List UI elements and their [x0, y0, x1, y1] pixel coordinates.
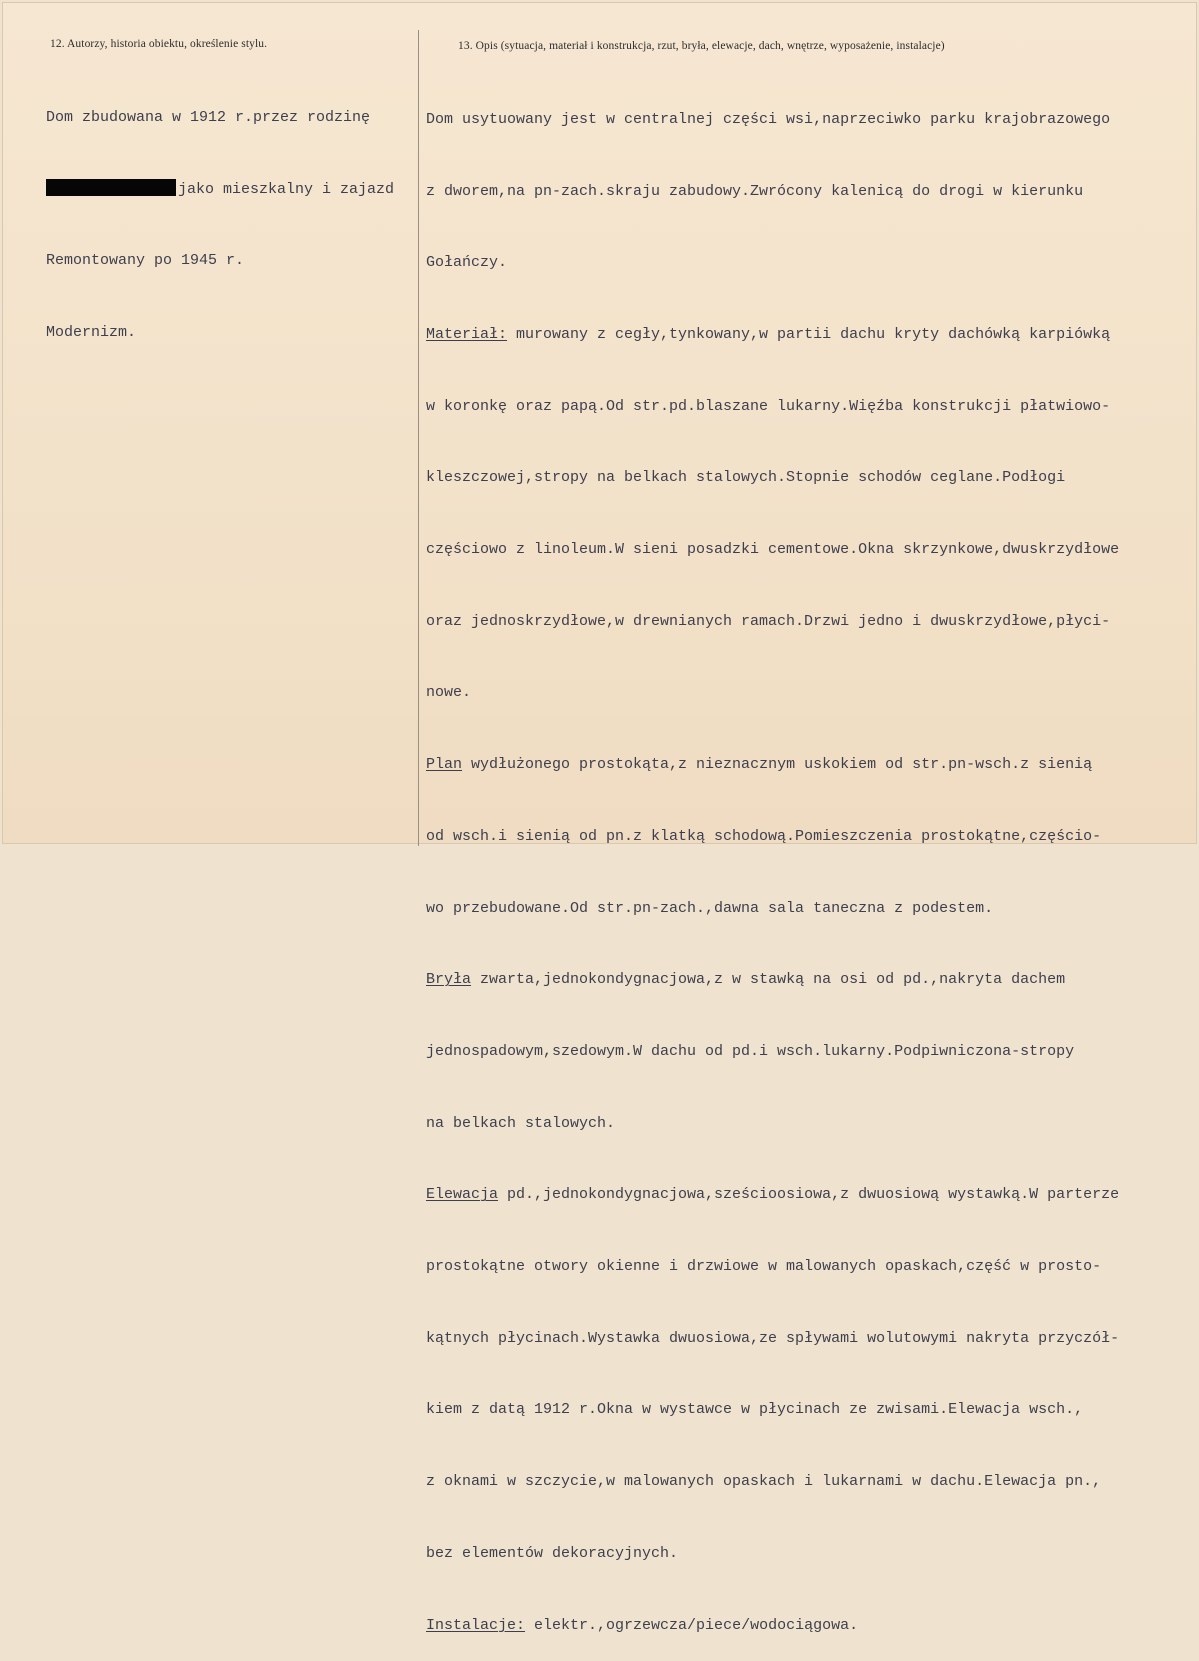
material-label: Materiał:: [426, 325, 508, 343]
description-text: [426, 60, 1119, 1661]
elevation-label: Elewacja: [426, 1186, 499, 1204]
description-line: [426, 1614, 1119, 1638]
plan-label: Plan: [426, 756, 463, 774]
description-line: jednospadowym,szedowym.W dachu od pd.i wsch.lukarny.Podpiwniczona-stropy: [426, 1042, 1075, 1060]
description-line: kiem z datą 1912 r.Okna w wystawce w płycinach ze zwisami.Elewacja wsch.,: [426, 1401, 1084, 1419]
description-line: Dom usytuowany jest w centralnej części wsi,naprzeciwko parku krajobrazowego: [426, 110, 1111, 128]
history-line-2: [46, 178, 394, 202]
history-line-3: Remontowany po 1945 r.: [46, 252, 245, 270]
description-line: kątnych płycinach.Wystawka dwuosiowa,ze spływami wolutowymi nakryta przyczół-: [426, 1329, 1120, 1347]
description-line: oraz jednoskrzydłowe,w drewnianych ramach.Drzwi jedno i dwuskrzydłowe,płyci-: [426, 612, 1111, 630]
description-line: z oknami w szczycie,w malowanych opaskach i lukarnami w dachu.Elewacja pn.,: [426, 1473, 1102, 1491]
description-line: wo przebudowane.Od str.pn-zach.,dawna sala taneczna z podestem.: [426, 899, 994, 917]
installations-text: elektr.,ogrzewcza/piece/wodociągowa.: [525, 1616, 859, 1634]
column-divider: [418, 30, 419, 846]
description-line: od wsch.i sienią od pn.z klatką schodową.Pomieszczenia prostokątne,częścio-: [426, 827, 1102, 845]
plan-text: wydłużonego prostokąta,z nieznacznym uskokiem od str.pn-wsch.z sienią: [462, 756, 1093, 774]
installations-label: Instalacje:: [426, 1616, 526, 1634]
description-line: [426, 968, 1119, 992]
description-line: na belkach stalowych.: [426, 1114, 616, 1132]
section-13-heading: 13. Opis (sytuacja, materiał i konstrukcja, rzut, bryła, elewacje, dach, wnętrze, wyposażenie, instalacje): [458, 40, 945, 52]
description-line: kleszczowej,stropy na belkach stalowych.Stopnie schodów ceglane.Podłogi: [426, 469, 1066, 487]
history-line-4: Modernizm.: [46, 323, 137, 341]
description-line: [426, 323, 1119, 347]
redaction-bar: [46, 179, 176, 196]
section-12-heading: 12. Autorzy, historia obiektu, określenie stylu.: [50, 38, 268, 50]
description-line: [426, 753, 1119, 777]
elevation-text: pd.,jednokondygnacjowa,sześcioosiowa,z dwuosiową wystawką.W parterze: [498, 1186, 1120, 1204]
description-line: częściowo z linoleum.W sieni posadzki cementowe.Okna skrzynkowe,dwuskrzydłowe: [426, 541, 1120, 559]
massing-text: zwarta,jednokondygnacjowa,z w stawką na osi od pd.,nakryta dachem: [471, 971, 1066, 989]
description-line: bez elementów dekoracyjnych.: [426, 1544, 679, 1562]
description-line: [426, 1183, 1119, 1207]
massing-label: Bryła: [426, 971, 472, 989]
material-text: murowany z cegły,tynkowany,w partii dachu kryty dachówką karpiówką: [507, 325, 1111, 343]
description-line: w koronkę oraz papą.Od str.pd.blaszane lukarny.Więźba konstrukcji płatwiowo-: [426, 397, 1111, 415]
description-line: nowe.: [426, 684, 472, 702]
description-line: z dworem,na pn-zach.skraju zabudowy.Zwrócony kalenicą do drogi w kierunku: [426, 182, 1084, 200]
history-line-1: Dom zbudowana w 1912 r.przez rodzinę: [46, 108, 371, 126]
history-text: [46, 58, 394, 369]
description-line: prostokątne otwory okienne i drzwiowe w malowanych opaskach,część w prosto-: [426, 1258, 1102, 1276]
history-line-2-text: jako mieszkalny i zajazd: [178, 180, 395, 198]
description-line: Gołańczy.: [426, 254, 508, 272]
